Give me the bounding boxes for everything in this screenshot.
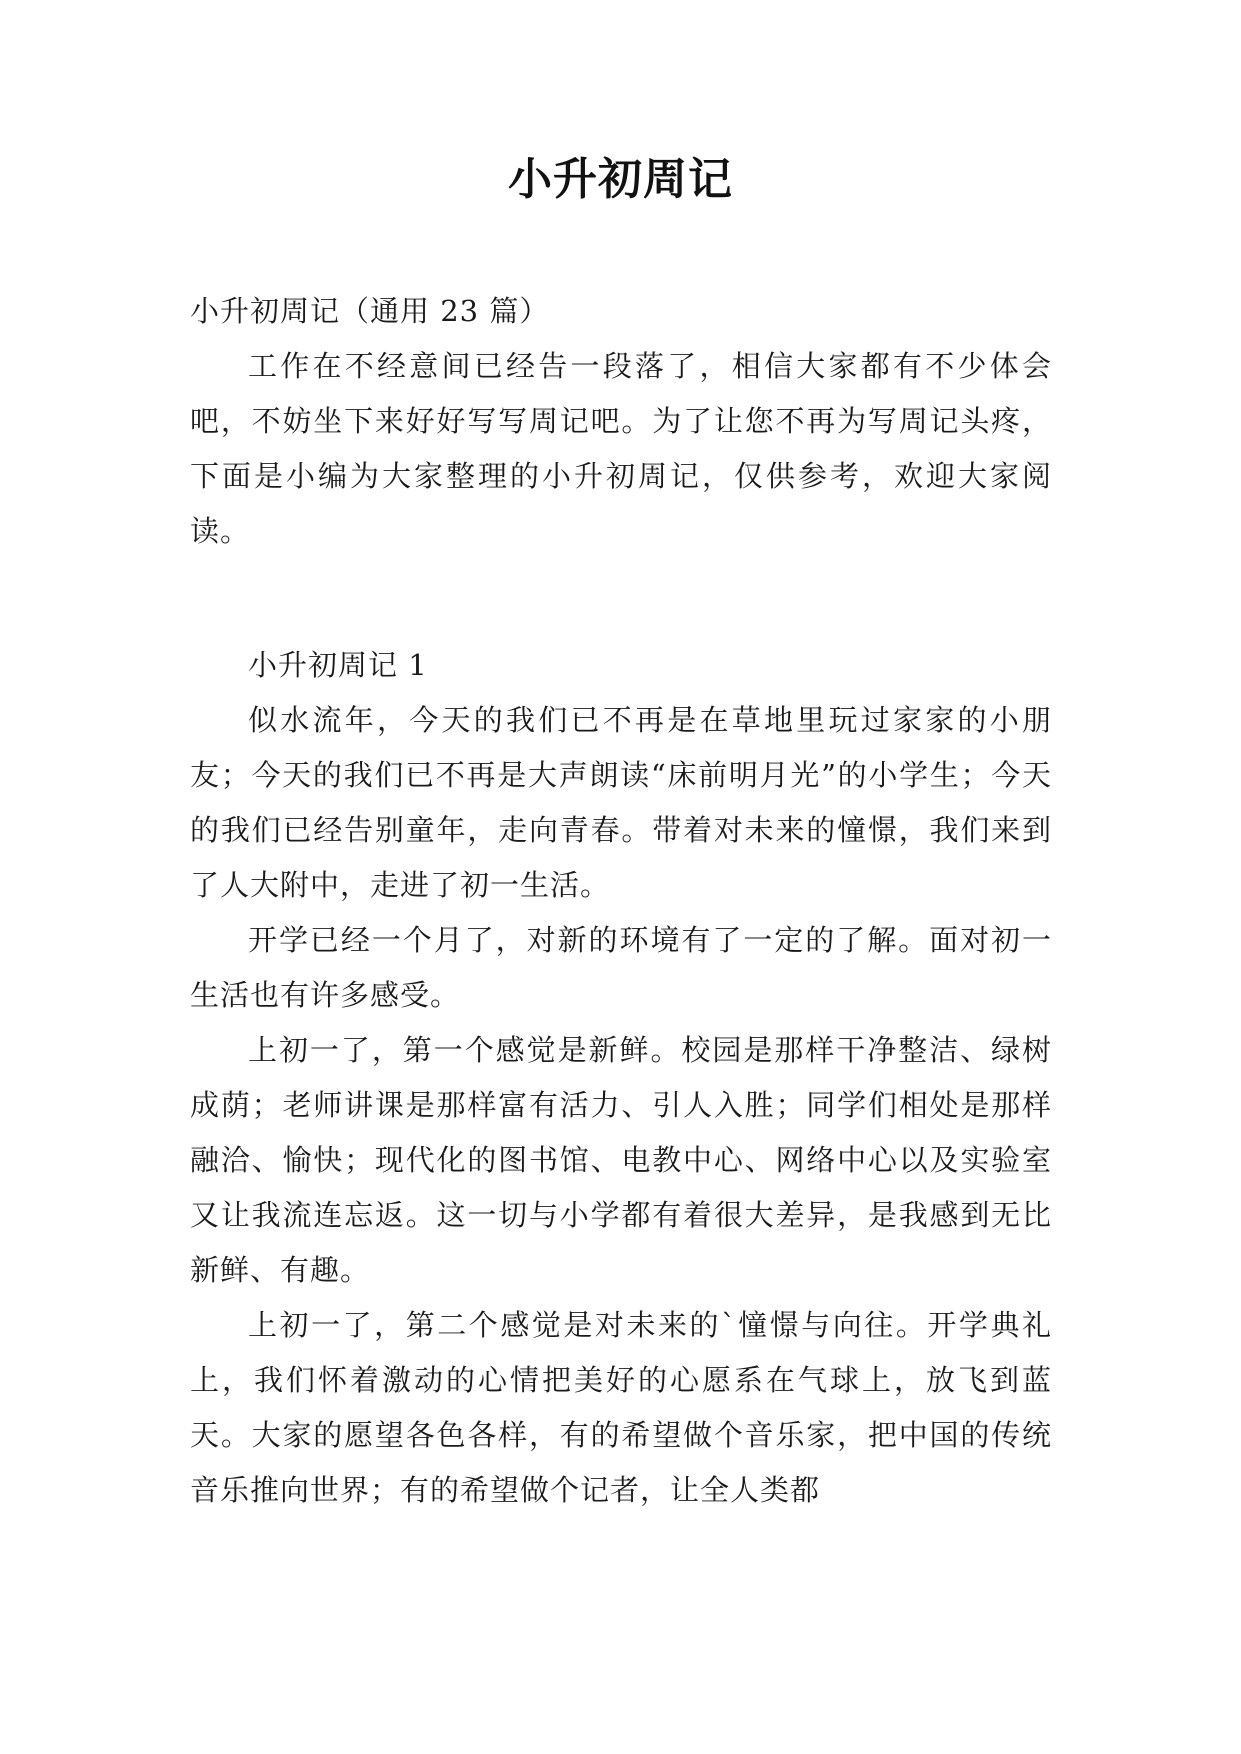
document-subtitle: 小升初周记（通用 23 篇）	[190, 294, 550, 328]
body-paragraph: 上初一了，第一个感觉是新鲜。校园是那样干净整洁、绿树成荫；老师讲课是那样富有活力、引人入胜；同学们相处是那样融洽、愉快；现代化的图书馆、电教中心、网络中心以及实验室又让我流连忘返。这一切与小学都有着很大差异，是我感到无比新鲜、有趣。	[190, 1033, 1052, 1287]
section-heading: 小升初周记 1	[248, 648, 428, 682]
document-body	[190, 284, 1052, 1518]
body-paragraph: 开学已经一个月了，对新的环境有了一定的了解。面对初一生活也有许多感受。	[190, 923, 1052, 1012]
document-title: 小升初周记	[508, 154, 733, 205]
body-paragraph: 上初一了，第二个感觉是对未来的`憧憬与向往。开学典礼上，我们怀着激动的心情把美好的心愿系在气球上，放飞到蓝天。大家的愿望各色各样，有的希望做个音乐家，把中国的传统音乐推向世界；有的希望做个记者，让全人类都	[190, 1308, 1052, 1507]
body-paragraph: 似水流年，今天的我们已不再是在草地里玩过家家的小朋友；今天的我们已不再是大声朗读“床前明月光”的小学生；今天的我们已经告别童年，走向青春。带着对未来的憧憬，我们来到了人大附中，走进了初一生活。	[190, 703, 1052, 902]
intro-paragraph: 工作在不经意间已经告一段落了，相信大家都有不少体会吧，不妨坐下来好好写写周记吧。为了让您不再为写周记头疼，下面是小编为大家整理的小升初周记，仅供参考，欢迎大家阅读。	[190, 349, 1052, 548]
